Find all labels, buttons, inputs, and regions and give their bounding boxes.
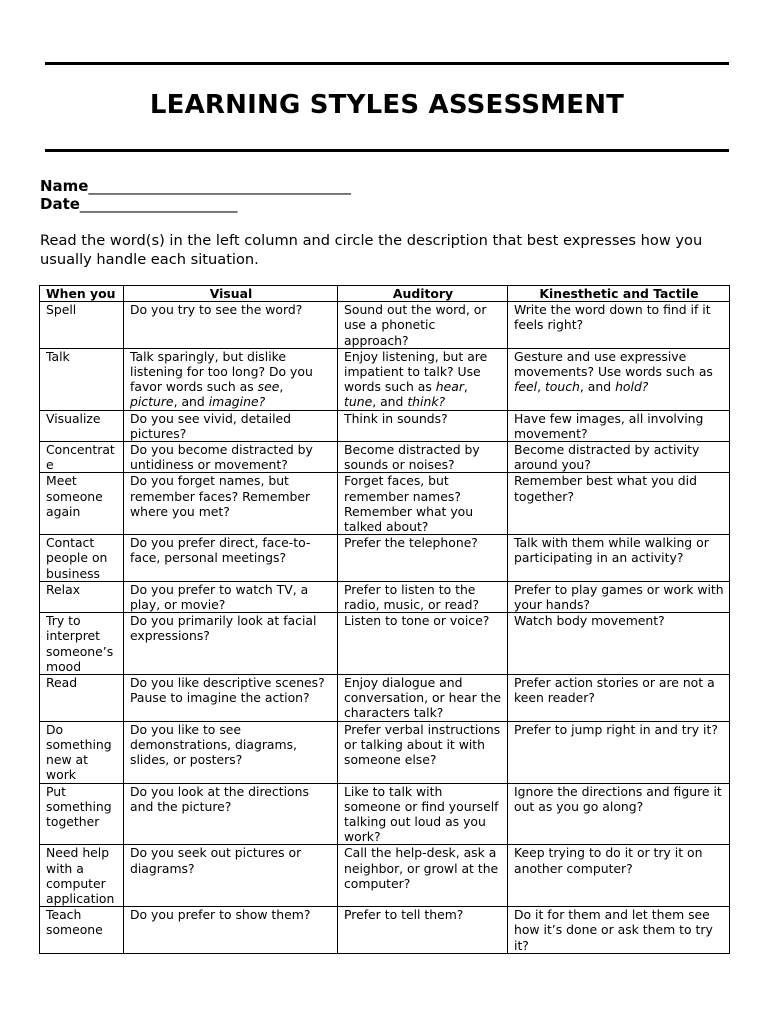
cell-kinesthetic[interactable]: Talk with them while walking or participating in an activity?	[508, 535, 730, 582]
cell-auditory[interactable]: Think in sounds?	[338, 410, 508, 441]
table-row	[40, 410, 730, 441]
instructions: Read the word(s) in the left column and circle the description that best expresses how you usually handle each situation.	[40, 232, 703, 268]
cell-when: Try to interpret someone’s mood	[40, 613, 124, 675]
cell-kinesthetic[interactable]: Prefer to jump right in and try it?	[508, 721, 730, 783]
cell-visual[interactable]: Do you see vivid, detailed pictures?	[124, 410, 338, 441]
table-row	[40, 907, 730, 954]
table-row	[40, 845, 730, 907]
table-row	[40, 535, 730, 582]
name-line[interactable]: ___________________________________	[88, 177, 351, 195]
date-field[interactable]	[40, 195, 351, 213]
cell-kinesthetic[interactable]: Ignore the directions and figure it out as you go along?	[508, 783, 730, 845]
cell-when: Talk	[40, 348, 124, 410]
cell-kinesthetic[interactable]: Have few images, all involving movement?	[508, 410, 730, 441]
cell-auditory[interactable]: Call the help-desk, ask a neighbor, or growl at the computer?	[338, 845, 508, 907]
table-header-row	[40, 286, 730, 302]
form-fields	[40, 177, 351, 213]
page-title: LEARNING STYLES ASSESSMENT	[149, 90, 625, 120]
table-row	[40, 613, 730, 675]
cell-when: Contact people on business	[40, 535, 124, 582]
cell-visual[interactable]: Talk sparingly, but dislike listening for too long? Do you favor words such as see, picture, and imagine?	[124, 348, 338, 410]
table-row	[40, 721, 730, 783]
table-row	[40, 675, 730, 722]
cell-visual[interactable]: Do you prefer to show them?	[124, 907, 338, 954]
bottom-rule	[45, 149, 729, 152]
cell-auditory[interactable]: Prefer verbal instructions or talking about it with someone else?	[338, 721, 508, 783]
cell-when: Meet someone again	[40, 473, 124, 535]
cell-when: Teach someone	[40, 907, 124, 954]
name-label: Name	[40, 177, 89, 195]
cell-kinesthetic[interactable]: Do it for them and let them see how it’s done or ask them to try it?	[508, 907, 730, 954]
cell-when: Relax	[40, 581, 124, 612]
cell-kinesthetic[interactable]: Remember best what you did together?	[508, 473, 730, 535]
header-visual: Visual	[124, 286, 338, 302]
cell-auditory[interactable]: Prefer to listen to the radio, music, or read?	[338, 581, 508, 612]
table-row	[40, 302, 730, 349]
name-field[interactable]	[40, 177, 351, 195]
cell-visual[interactable]: Do you primarily look at facial expressions?	[124, 613, 338, 675]
table-row	[40, 581, 730, 612]
cell-when: Put something together	[40, 783, 124, 845]
top-rule	[45, 62, 729, 65]
cell-visual[interactable]: Do you look at the directions and the picture?	[124, 783, 338, 845]
cell-kinesthetic[interactable]: Write the word down to find if it feels right?	[508, 302, 730, 349]
cell-auditory[interactable]: Enjoy dialogue and conversation, or hear the characters talk?	[338, 675, 508, 722]
cell-when: Need help with a computer application	[40, 845, 124, 907]
cell-visual[interactable]: Do you seek out pictures or diagrams?	[124, 845, 338, 907]
cell-kinesthetic[interactable]: Become distracted by activity around you?	[508, 442, 730, 473]
table-row	[40, 783, 730, 845]
cell-kinesthetic[interactable]: Keep trying to do it or try it on another computer?	[508, 845, 730, 907]
cell-when: Visualize	[40, 410, 124, 441]
cell-kinesthetic[interactable]: Prefer action stories or are not a keen reader?	[508, 675, 730, 722]
cell-kinesthetic[interactable]: Prefer to play games or work with your hands?	[508, 581, 730, 612]
cell-visual[interactable]: Do you become distracted by untidiness or movement?	[124, 442, 338, 473]
cell-kinesthetic[interactable]: Gesture and use expressive movements? Use words such as feel, touch, and hold?	[508, 348, 730, 410]
cell-kinesthetic[interactable]: Watch body movement?	[508, 613, 730, 675]
cell-auditory[interactable]: Become distracted by sounds or noises?	[338, 442, 508, 473]
cell-visual[interactable]: Do you like to see demonstrations, diagrams, slides, or posters?	[124, 721, 338, 783]
cell-when: Read	[40, 675, 124, 722]
cell-when: Concentrate	[40, 442, 124, 473]
cell-when: Do something new at work	[40, 721, 124, 783]
cell-auditory[interactable]: Sound out the word, or use a phonetic approach?	[338, 302, 508, 349]
cell-visual[interactable]: Do you prefer to watch TV, a play, or movie?	[124, 581, 338, 612]
cell-auditory[interactable]: Like to talk with someone or find yourself talking out loud as you work?	[338, 783, 508, 845]
cell-auditory[interactable]: Listen to tone or voice?	[338, 613, 508, 675]
header-kinesthetic: Kinesthetic and Tactile	[508, 286, 730, 302]
cell-visual[interactable]: Do you try to see the word?	[124, 302, 338, 349]
assessment-table	[39, 285, 730, 954]
cell-when: Spell	[40, 302, 124, 349]
date-label: Date	[40, 195, 80, 213]
cell-visual[interactable]: Do you prefer direct, face-to-face, personal meetings?	[124, 535, 338, 582]
table-row	[40, 442, 730, 473]
header-when-you: When you	[40, 286, 124, 302]
date-line[interactable]: _____________________	[79, 195, 238, 213]
cell-visual[interactable]: Do you forget names, but remember faces? Remember where you met?	[124, 473, 338, 535]
cell-auditory[interactable]: Forget faces, but remember names? Remember what you talked about?	[338, 473, 508, 535]
cell-auditory[interactable]: Prefer the telephone?	[338, 535, 508, 582]
table-row	[40, 348, 730, 410]
table-row	[40, 473, 730, 535]
cell-auditory[interactable]: Enjoy listening, but are impatient to talk? Use words such as hear, tune, and think?	[338, 348, 508, 410]
cell-visual[interactable]: Do you like descriptive scenes? Pause to imagine the action?	[124, 675, 338, 722]
cell-auditory[interactable]: Prefer to tell them?	[338, 907, 508, 954]
header-auditory: Auditory	[338, 286, 508, 302]
